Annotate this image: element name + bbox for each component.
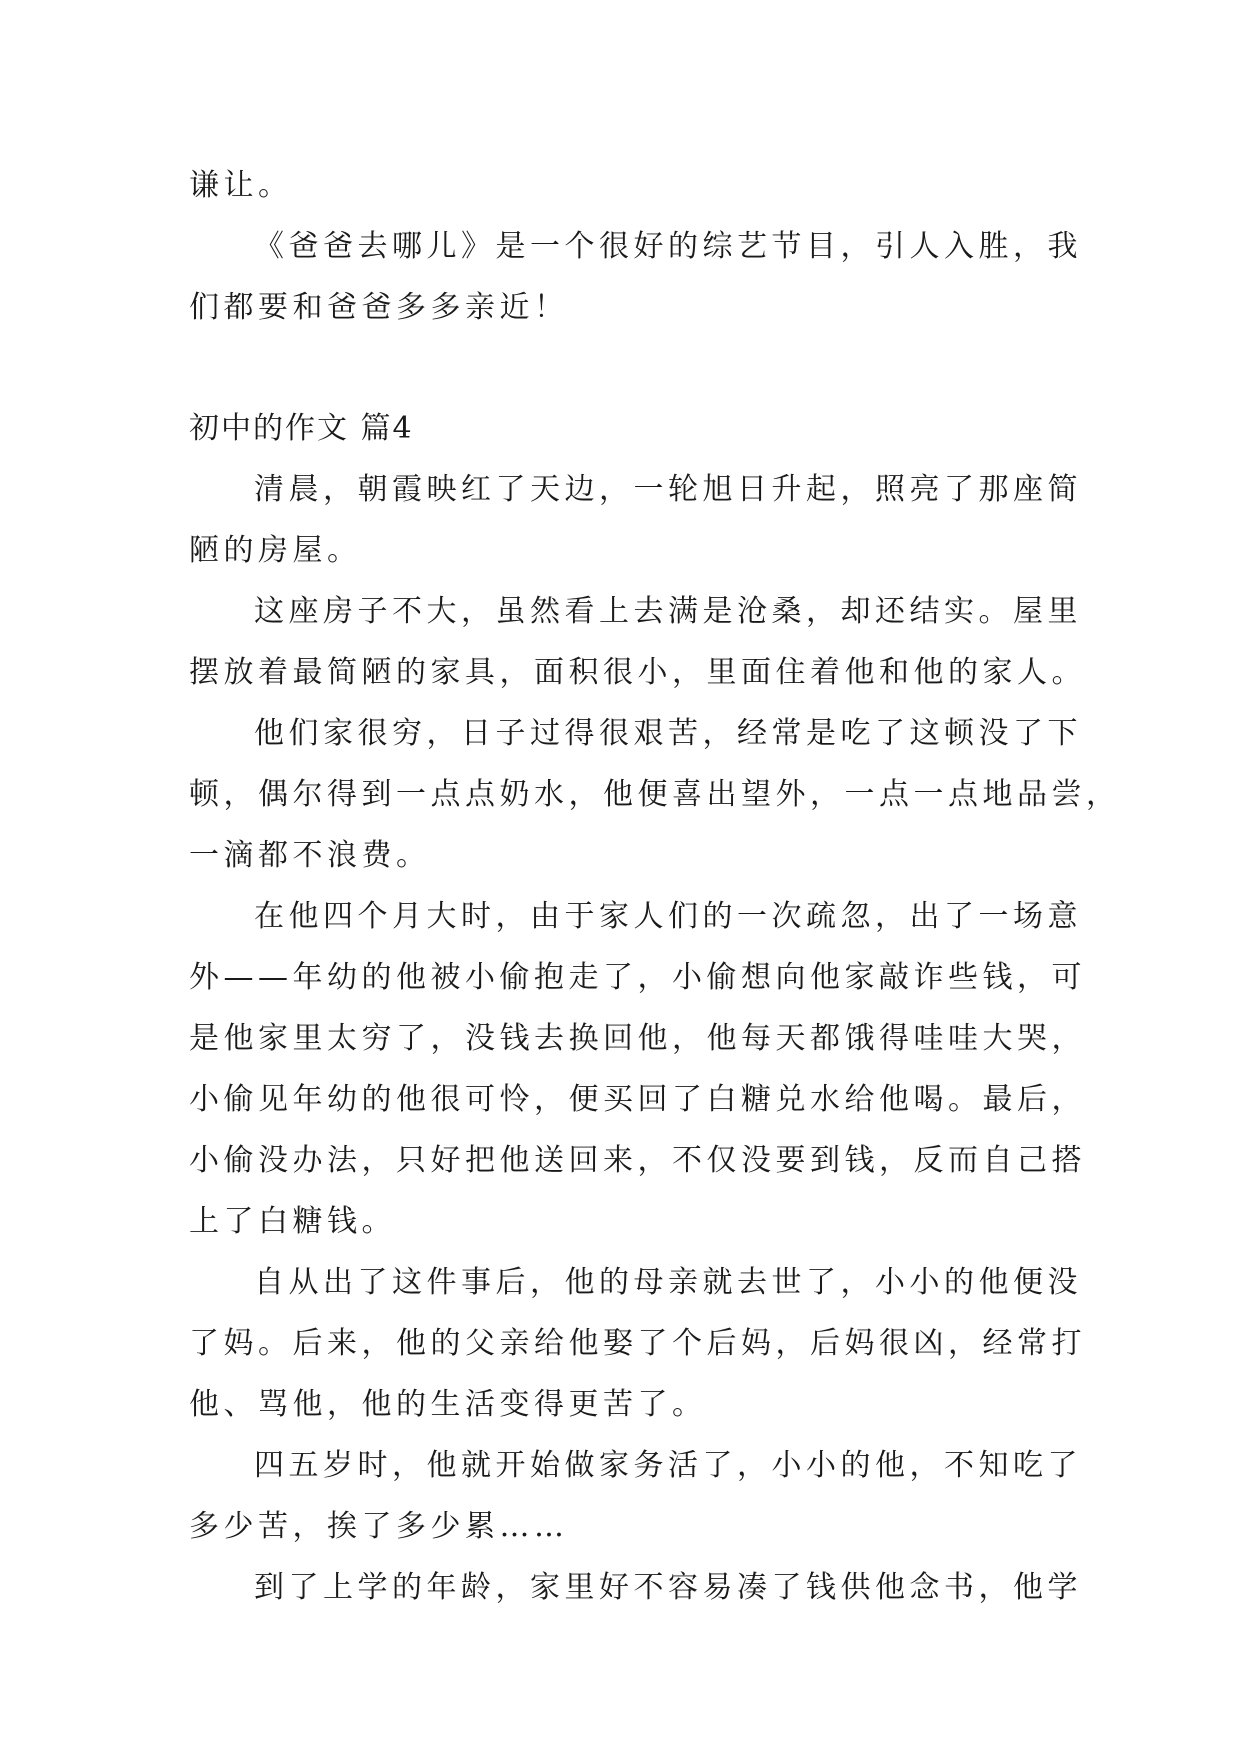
text-line: 在他四个月大时，由于家人们的一次疏忽，出了一场意 <box>254 899 1082 934</box>
text-line: 谦让。 <box>189 168 293 203</box>
text-line: 四五岁时，他就开始做家务活了，小小的他，不知吃了 <box>254 1448 1082 1483</box>
text-line: 到了上学的年龄，家里好不容易凑了钱供他念书，他学 <box>254 1570 1082 1605</box>
text-line: 他、骂他，他的生活变得更苦了。 <box>189 1387 707 1422</box>
text-line: 《爸爸去哪儿》是一个很好的综艺节目，引人入胜，我 <box>254 229 1082 264</box>
text-line: 摆放着最简陋的家具，面积很小，里面住着他和他的家人。 <box>189 655 1086 690</box>
text-line: 小偷见年幼的他很可怜，便买回了白糖兑水给他喝。最后， <box>189 1082 1086 1117</box>
text-line: 们都要和爸爸多多亲近！ <box>189 290 569 325</box>
text-line: 这座房子不大，虽然看上去满是沧桑，却还结实。屋里 <box>254 594 1082 629</box>
text-line: 上了白糖钱。 <box>189 1204 396 1239</box>
section-heading: 初中的作文 篇4 <box>189 411 414 446</box>
text-line: 外——年幼的他被小偷抱走了，小偷想向他家敲诈些钱，可 <box>189 960 1086 995</box>
text-line: 他们家很穷，日子过得很艰苦，经常是吃了这顿没了下 <box>254 716 1082 751</box>
text-line: 多少苦，挨了多少累…… <box>189 1509 569 1544</box>
text-line: 顿，偶尔得到一点点奶水，他便喜出望外，一点一点地品尝， <box>189 777 1121 812</box>
text-line: 是他家里太穷了，没钱去换回他，他每天都饿得哇哇大哭， <box>189 1021 1086 1056</box>
text-line: 了妈。后来，他的父亲给他娶了个后妈，后妈很凶，经常打 <box>189 1326 1086 1361</box>
text-line: 小偷没办法，只好把他送回来，不仅没要到钱，反而自己搭 <box>189 1143 1086 1178</box>
text-line: 清晨，朝霞映红了天边，一轮旭日升起，照亮了那座简 <box>254 472 1082 507</box>
text-line: 自从出了这件事后，他的母亲就去世了，小小的他便没 <box>254 1265 1082 1300</box>
text-line: 一滴都不浪费。 <box>189 838 431 873</box>
text-line: 陋的房屋。 <box>189 533 362 568</box>
